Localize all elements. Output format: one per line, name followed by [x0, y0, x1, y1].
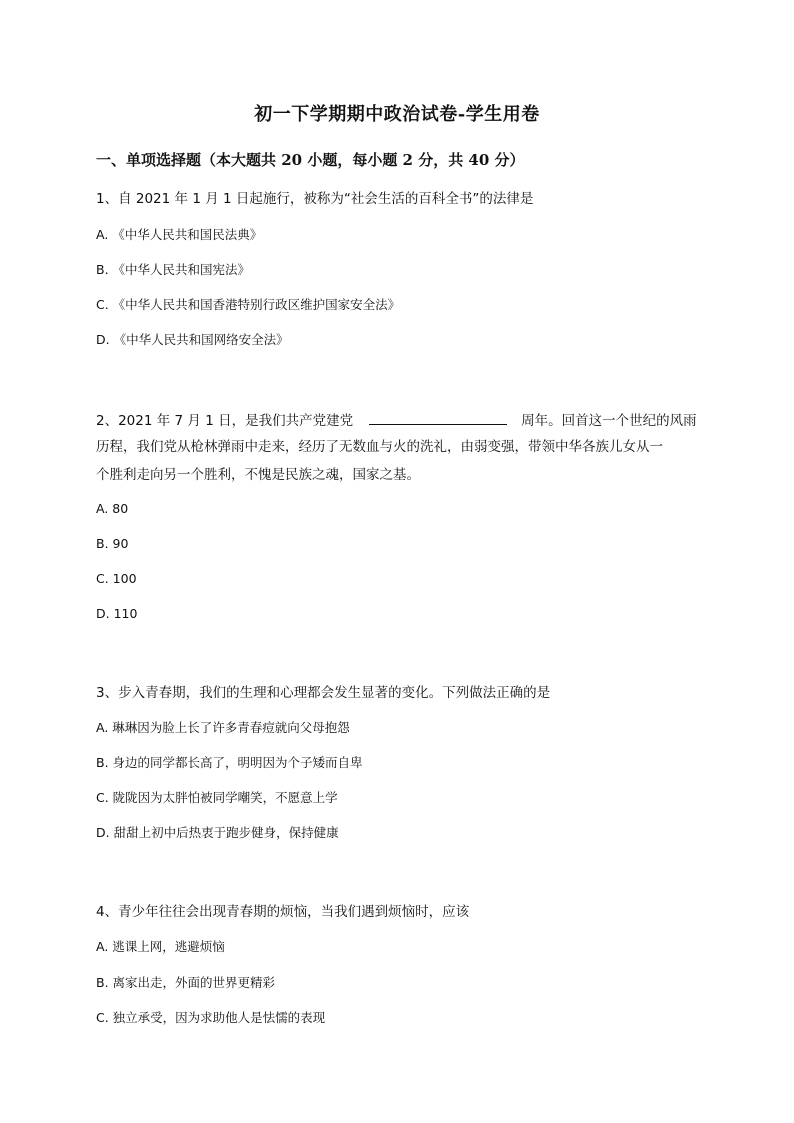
question-4-option-b: B. 离家出走，外面的世界更精彩 [96, 975, 276, 990]
exam-title: 初一下学期期中政治试卷-学生用卷 [254, 104, 540, 125]
question-3-stem: 3、步入青春期，我们的生理和心理都会发生显著的变化。下列做法正确的是 [96, 685, 551, 701]
question-2-stem-part-1: 2、2021 年 7 月 1 日，是我们共产党建党 [96, 413, 354, 429]
question-4-option-a: A. 逃课上网，逃避烦恼 [96, 939, 225, 954]
question-1-stem: 1、自 2021 年 1 月 1 日起施行，被称为“社会生活的百科全书”的法律是 [96, 191, 534, 207]
question-2-stem-line-1 [96, 410, 697, 430]
question-3-option-c: C. 陇陇因为太胖怕被同学嘲笑，不愿意上学 [96, 790, 338, 805]
question-1-option-b: B. 《中华人民共和国宪法》 [96, 262, 251, 277]
question-4-stem: 4、青少年往往会出现青春期的烦恼，当我们遇到烦恼时，应该 [96, 904, 470, 920]
question-4-option-c: C. 独立承受，因为求助他人是怯懦的表现 [96, 1010, 326, 1025]
question-1-option-c: C. 《中华人民共和国香港特别行政区维护国家安全法》 [96, 297, 401, 312]
question-3-option-b: B. 身边的同学都长高了，明明因为个子矮而自卑 [96, 755, 363, 770]
question-2-option-b: B. 90 [96, 536, 129, 551]
question-2-option-d: D. 110 [96, 606, 138, 621]
question-2-option-c: C. 100 [96, 571, 137, 586]
question-2-stem-part-2: 周年。回首这一个世纪的风雨 [521, 413, 697, 429]
question-2-stem-line-2: 历程，我们党从枪林弹雨中走来，经历了无数血与火的洗礼，由弱变强，带领中华各族儿女从一 [96, 439, 663, 455]
question-2-stem-line-3: 个胜利走向另一个胜利，不愧是民族之魂，国家之基。 [96, 467, 420, 483]
question-2-option-a: A. 80 [96, 501, 129, 516]
answer-blank [369, 410, 507, 425]
section-heading: 一、单项选择题（本大题共 20 小题，每小题 2 分，共 40 分） [96, 151, 525, 169]
question-1-option-d: D. 《中华人民共和国网络安全法》 [96, 332, 289, 347]
question-3-option-d: D. 甜甜上初中后热衷于跑步健身，保持健康 [96, 825, 339, 840]
question-1-option-a: A. 《中华人民共和国民法典》 [96, 227, 263, 242]
question-3-option-a: A. 琳琳因为脸上长了许多青春痘就向父母抱怨 [96, 720, 350, 735]
